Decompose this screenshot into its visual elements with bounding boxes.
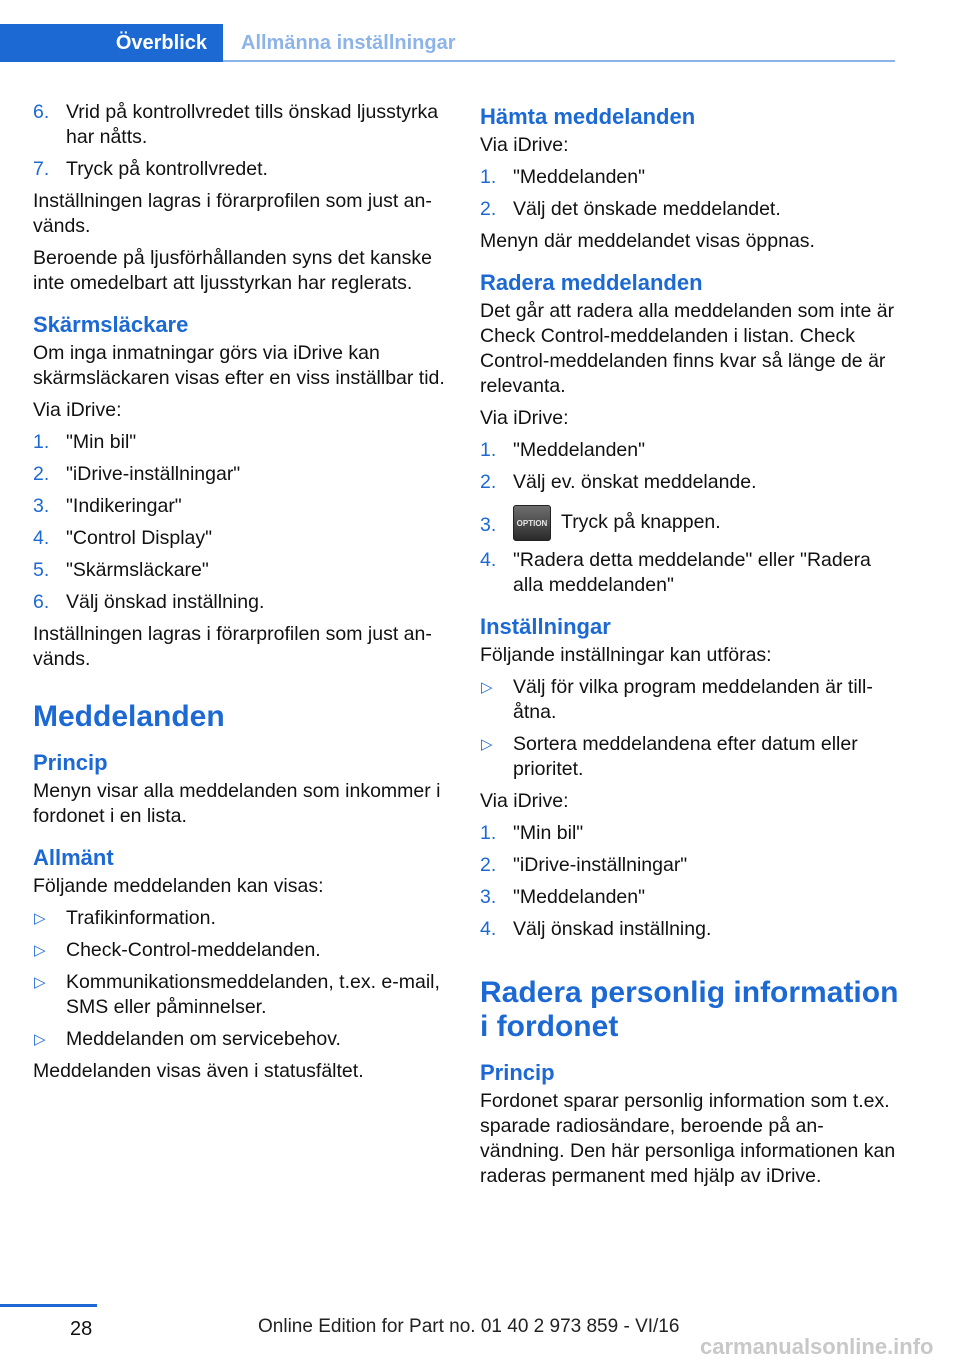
header-divider [223, 60, 895, 62]
step-number: 1. [33, 431, 50, 453]
paragraph: Följande inställningar kan utföras: [480, 644, 772, 666]
step-number: 3. [33, 495, 50, 517]
step-text: "Control Display" [66, 527, 213, 549]
heading-general: Allmänt [33, 845, 114, 870]
step-number: 2. [480, 471, 497, 493]
step-text: "Radera detta meddelande" eller "Radera alla meddelanden" [513, 549, 871, 596]
list-item [33, 938, 449, 963]
list-item [480, 885, 896, 910]
right-column [480, 100, 899, 1196]
step-number: 1. [480, 166, 497, 188]
page-header [0, 0, 960, 62]
page-number: 28 [70, 1318, 93, 1340]
list-item [480, 732, 896, 782]
bullet-text: Check-Control-meddelanden. [66, 939, 321, 961]
left-column [33, 100, 449, 1091]
heading-principle: Princip [480, 1060, 555, 1085]
step-number: 4. [480, 918, 497, 940]
bullet-text: Meddelanden om servicebehov. [66, 1028, 341, 1050]
triangle-bullet-icon: ▷ [34, 942, 46, 959]
list-item [33, 1027, 449, 1052]
list-item [480, 197, 896, 222]
steps-list-screensaver [33, 430, 449, 615]
heading-messages: Meddelanden [33, 700, 225, 733]
list-item [480, 853, 896, 878]
heading-delete-personal-info: Radera personlig information i fordonet [480, 976, 899, 1043]
list-item [33, 494, 449, 519]
step-number: 1. [480, 439, 497, 461]
step-text: "Min bil" [66, 431, 137, 453]
bullet-text: Välj för vilka program meddelanden är tillåtna. [513, 676, 873, 723]
paragraph: Via iDrive: [480, 407, 569, 429]
paragraph: Beroende på ljusförhållanden syns det kanske inte omedelbart att ljusstyrkan har reglerats. [33, 247, 432, 294]
paragraph: Fordonet sparar personlig information som t.ex. sparade radiosändare, beroende på användning. Den här personliga informationen kan raderas permanent med hjälp av iDrive. [480, 1090, 896, 1187]
list-item [33, 157, 449, 182]
bullet-list-message-types [33, 906, 449, 1052]
step-text: "Skärmsläckare" [66, 559, 209, 581]
paragraph: Via iDrive: [480, 134, 569, 156]
step-text: "Meddelanden" [513, 439, 646, 461]
step-number: 7. [33, 158, 50, 180]
list-item [33, 906, 449, 931]
paragraph: Meddelanden visas även i statusfältet. [33, 1060, 364, 1082]
paragraph: Inställningen lagras i förarprofilen som just används. [33, 190, 432, 237]
heading-principle: Princip [33, 750, 108, 775]
list-item [480, 675, 896, 725]
paragraph: Via iDrive: [480, 790, 569, 812]
bullet-list-settings [480, 675, 896, 782]
list-item [480, 917, 896, 942]
steps-list-settings [480, 821, 896, 942]
list-item [33, 100, 449, 150]
tab-overview[interactable]: Överblick [0, 24, 223, 62]
step-number: 4. [33, 527, 50, 549]
step-number: 5. [33, 559, 50, 581]
triangle-bullet-icon: ▷ [34, 974, 46, 991]
step-number: 6. [33, 101, 50, 123]
list-item [480, 165, 896, 190]
tab-general-settings[interactable]: Allmänna inställningar [241, 32, 456, 54]
step-number: 3. [480, 886, 497, 908]
step-number: 3. [480, 514, 497, 536]
paragraph: Menyn visar alla meddelanden som inkommer i fordonet i en lista. [33, 780, 441, 827]
step-text: "iDrive-inställningar" [513, 854, 688, 876]
step-number: 2. [480, 854, 497, 876]
step-number: 4. [480, 549, 497, 571]
step-number: 1. [480, 822, 497, 844]
steps-list-brightness [33, 100, 449, 182]
list-item [33, 430, 449, 455]
step-text: Välj det önskade meddelandet. [513, 198, 781, 220]
paragraph: Det går att radera alla meddelanden som inte är Check Control-meddelanden i listan. Check Control-meddelanden finns kvar så länge de är relevanta. [480, 300, 895, 397]
step-text: "Meddelanden" [513, 166, 646, 188]
triangle-bullet-icon: ▷ [34, 910, 46, 927]
paragraph: Följande meddelanden kan visas: [33, 875, 324, 897]
list-item [480, 470, 896, 495]
heading-delete-messages: Radera meddelanden [480, 270, 703, 295]
paragraph: Om inga inmatningar görs via iDrive kan skärmsläckaren visas efter en viss inställbar tid. [33, 342, 445, 389]
paragraph: Menyn där meddelandet visas öppnas. [480, 230, 815, 252]
list-item [480, 548, 896, 598]
list-item [480, 505, 896, 541]
list-item [480, 438, 896, 463]
list-item [480, 821, 896, 846]
step-text: "Indikeringar" [66, 495, 182, 517]
triangle-bullet-icon: ▷ [481, 736, 493, 753]
list-item [33, 462, 449, 487]
step-text: Välj önskad inställning. [66, 591, 265, 613]
steps-list-fetch [480, 165, 896, 222]
bullet-text: Sortera meddelandena efter datum eller prioritet. [513, 733, 858, 780]
step-number: 2. [480, 198, 497, 220]
triangle-bullet-icon: ▷ [34, 1031, 46, 1048]
step-text: Välj ev. önskat meddelande. [513, 471, 757, 493]
step-text: Tryck på kontrollvredet. [66, 158, 268, 180]
step-text: "Meddelanden" [513, 886, 646, 908]
watermark: carmanualsonline.info [700, 1334, 934, 1359]
list-item [33, 590, 449, 615]
bullet-text: Trafikinformation. [66, 907, 216, 929]
heading-settings: Inställningar [480, 614, 611, 639]
footer-divider [0, 1304, 97, 1307]
step-text: Välj önskad inställning. [513, 918, 712, 940]
edition-text: Online Edition for Part no. 01 40 2 973 859 - VI/16 [258, 1316, 680, 1337]
step-number: 6. [33, 591, 50, 613]
steps-list-delete [480, 438, 896, 598]
option-button-icon: OPTION [513, 505, 551, 541]
list-item [33, 526, 449, 551]
step-text: Tryck på knappen. [561, 511, 721, 534]
list-item [33, 558, 449, 583]
paragraph: Inställningen lagras i förarprofilen som just används. [33, 623, 432, 670]
step-text: Vrid på kontrollvredet tills önskad ljusstyrka har nåtts. [66, 101, 439, 148]
step-number: 2. [33, 463, 50, 485]
heading-fetch-messages: Hämta meddelanden [480, 104, 696, 129]
step-text: "iDrive-inställningar" [66, 463, 241, 485]
bullet-text: Kommunikationsmeddelanden, t.ex. e-mail, SMS eller påminnelser. [66, 971, 440, 1018]
triangle-bullet-icon: ▷ [481, 679, 493, 696]
step-text: "Min bil" [513, 822, 584, 844]
paragraph: Via iDrive: [33, 399, 122, 421]
heading-screensaver: Skärmsläckare [33, 312, 189, 337]
list-item [33, 970, 449, 1020]
